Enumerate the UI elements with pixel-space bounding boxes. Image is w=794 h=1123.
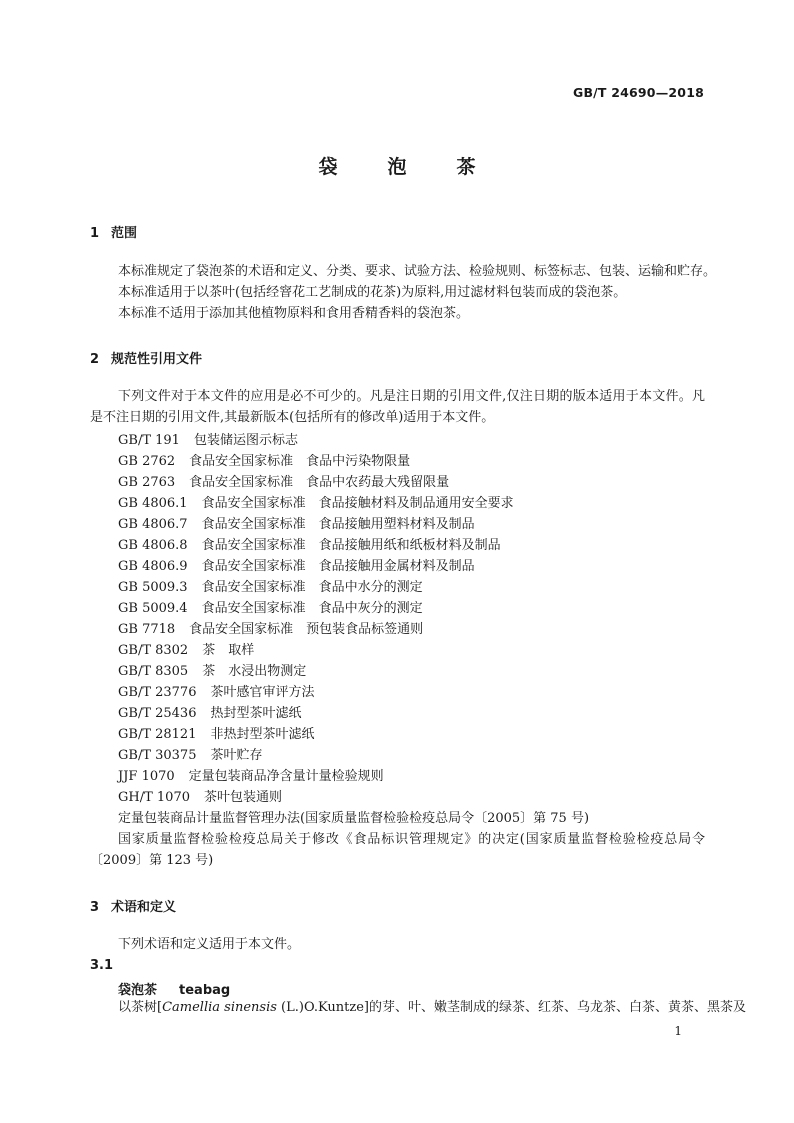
refs-intro-paragraph: 下列文件对于本文件的应用是必不可少的。凡是注日期的引用文件,仅注日期的版本适用于本文件。凡是不注日期的引用文件,其最新版本(包括所有的修改单)适用于本文件。 [90, 389, 705, 425]
term-definition [118, 1000, 746, 1016]
section-title: 术语和定义 [111, 900, 177, 915]
section-number: 1 [90, 226, 100, 241]
reference-title: 食品安全国家标准 食品中农药最大残留限量 [189, 475, 450, 490]
reference-code: GB/T 28121 [118, 727, 197, 742]
scope-paragraph-2: 本标准适用于以茶叶(包括经窨花工艺制成的花茶)为原料,用过滤材料包装而成的袋泡茶。 [118, 285, 627, 300]
reference-title: 定量包装商品净含量计量检验规则 [188, 769, 384, 784]
term-chinese: 袋泡茶 [118, 983, 158, 998]
reference-code: GB 5009.3 [118, 580, 188, 595]
reference-title: 茶叶感官审评方法 [210, 685, 315, 700]
section-heading-terms [90, 896, 176, 915]
reference-item [118, 475, 449, 491]
reference-code: GB 7718 [118, 622, 176, 637]
reference-code: GB 2763 [118, 475, 176, 490]
page-number: 1 [674, 1024, 682, 1038]
reference-code: GB 5009.4 [118, 601, 188, 616]
terms-intro-paragraph: 下列术语和定义适用于本文件。 [118, 937, 301, 952]
reference-title: 茶 取样 [202, 643, 255, 658]
reference-item [118, 727, 315, 743]
reference-item [118, 496, 514, 512]
section-heading-scope [90, 222, 137, 241]
reference-code: GB/T 8302 [118, 643, 189, 658]
section-heading-normative-refs [90, 348, 202, 367]
reference-item [118, 769, 384, 785]
reference-code: GB/T 25436 [118, 706, 197, 721]
reference-title: 食品安全国家标准 食品接触用纸和纸板材料及制品 [201, 538, 501, 553]
term-english: teabag [179, 983, 231, 998]
section-number: 3 [90, 900, 100, 915]
reference-code: GB 4806.9 [118, 559, 188, 574]
reference-title: 食品安全国家标准 食品中水分的测定 [201, 580, 423, 595]
reference-item [118, 559, 475, 575]
reference-title: 热封型茶叶滤纸 [210, 706, 302, 721]
reference-item [118, 538, 501, 554]
reference-title: 非热封型茶叶滤纸 [210, 727, 315, 742]
title-char: 茶 [456, 156, 476, 178]
reference-code: GB 4806.8 [118, 538, 188, 553]
reference-item [118, 601, 423, 617]
reference-item [118, 580, 423, 596]
reference-title: 食品安全国家标准 预包装食品标签通则 [189, 622, 424, 637]
reference-item [118, 790, 282, 806]
reference-item [118, 664, 306, 680]
reference-title: 食品安全国家标准 食品接触用金属材料及制品 [201, 559, 475, 574]
title-char: 袋 [318, 156, 338, 178]
reference-code: GB 4806.1 [118, 496, 188, 511]
reference-title: 茶 水浸出物测定 [202, 664, 307, 679]
title-char: 泡 [387, 156, 407, 178]
reference-code: GB 4806.7 [118, 517, 188, 532]
reference-item [118, 454, 410, 470]
reference-item [118, 517, 475, 533]
reference-code: GB 2762 [118, 454, 176, 469]
term-entry [118, 979, 230, 998]
scope-paragraph-1: 本标准规定了袋泡茶的术语和定义、分类、要求、试验方法、检验规则、标签标志、包装、运输和贮存。 [118, 264, 717, 279]
reference-item [118, 748, 263, 764]
reference-title: 茶叶贮存 [210, 748, 263, 763]
reference-title: 食品安全国家标准 食品中灰分的测定 [201, 601, 423, 616]
species-name: Camellia sinensis [162, 1000, 277, 1015]
reference-item [118, 643, 254, 659]
reference-item-regulation: 国家质量监督检验检疫总局关于修改《食品标识管理规定》的决定(国家质量监督检验检疫总局令〔2009〕第 123 号) [90, 832, 705, 868]
subsection-number: 3.1 [90, 958, 114, 973]
reference-code: GB/T 23776 [118, 685, 197, 700]
reference-item [118, 706, 302, 722]
reference-title: 茶叶包装通则 [204, 790, 283, 805]
reference-title: 食品安全国家标准 食品接触材料及制品通用安全要求 [201, 496, 514, 511]
section-number: 2 [90, 352, 100, 367]
document-title [0, 152, 794, 179]
definition-text: 以茶树[ [118, 1000, 163, 1015]
reference-item-regulation: 定量包装商品计量监督管理办法(国家质量监督检验检疫总局令〔2005〕第 75 号) [118, 811, 590, 826]
section-title: 范围 [111, 226, 138, 241]
reference-title: 食品安全国家标准 食品接触用塑料材料及制品 [201, 517, 475, 532]
reference-title: 包装储运图示标志 [193, 433, 298, 448]
standard-code: GB/T 24690—2018 [572, 85, 704, 100]
reference-code: JJF 1070 [118, 769, 175, 784]
scope-paragraph-3: 本标准不适用于添加其他植物原料和食用香精香料的袋泡茶。 [118, 306, 470, 321]
section-title: 规范性引用文件 [111, 352, 203, 367]
reference-item [118, 433, 298, 449]
reference-title: 食品安全国家标准 食品中污染物限量 [189, 454, 411, 469]
definition-text: (L.)O.Kuntze]的芽、叶、嫩茎制成的绿茶、红茶、乌龙茶、白茶、黄茶、黑茶及 [276, 1000, 747, 1015]
reference-code: GH/T 1070 [118, 790, 190, 805]
reference-code: GB/T 191 [118, 433, 180, 448]
reference-item [118, 685, 315, 701]
reference-code: GB/T 30375 [118, 748, 197, 763]
reference-code: GB/T 8305 [118, 664, 189, 679]
reference-item [118, 622, 423, 638]
